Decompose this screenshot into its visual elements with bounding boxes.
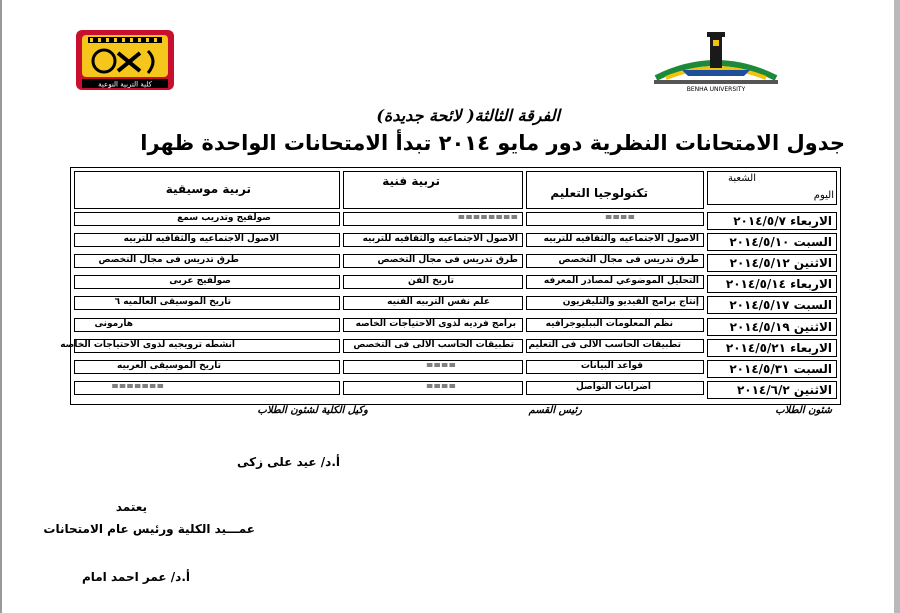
cell-text: تاريخ الموسيقى العالميه ٦	[114, 297, 231, 307]
dean-title: عمـــيد الكلية ورئيس عام الامتحانات	[43, 522, 255, 536]
table-cell-music	[74, 296, 340, 310]
header-cell-music	[74, 171, 340, 209]
table-cell-art	[343, 254, 523, 268]
day-label: السبت ٢٠١٤/٥/٣١	[729, 362, 832, 376]
cell-text: ========	[457, 213, 518, 223]
table-row-day	[707, 212, 837, 230]
day-label: السبت ٢٠١٤/٥/١٠	[729, 235, 832, 249]
header-cell-art	[343, 171, 523, 209]
cell-text: تطبيقات الحاسب الالى فى التخصص	[353, 340, 514, 350]
table-cell-art	[343, 318, 523, 332]
cell-text: التحليل الموضوعي لمصادر المعرفه	[543, 276, 699, 286]
cell-text: الاصول الاجتماعيه والثقافيه للتربيه	[362, 234, 518, 244]
table-row-day	[707, 296, 837, 314]
cell-text: نظم المعلومات الببليوجرافيه	[545, 319, 673, 329]
cell-text: تاريخ الموسيقى العربيه	[117, 361, 221, 371]
table-cell-tech	[526, 360, 704, 374]
cell-text: اضرابات التواصل	[576, 382, 651, 392]
day-label: الاثنين ٢٠١٤/٥/١٩	[729, 320, 832, 334]
day-label: الاربعاء ٢٠١٤/٥/١٤	[725, 277, 832, 291]
table-row-day	[707, 339, 837, 357]
cell-text: طرق تدريس فى مجال التخصص	[558, 255, 699, 265]
cell-text: الاصول الاجتماعيه والثقافيه للتربيه	[123, 234, 279, 244]
table-cell-music	[74, 233, 340, 247]
table-cell-music	[74, 360, 340, 374]
cell-text: انشطه ترويجيه لذوى الاحتياجات الخاصه	[60, 340, 235, 350]
table-cell-tech	[526, 212, 704, 226]
university-logo-text: BENHA UNIVERSITY	[686, 86, 746, 92]
table-cell-tech	[526, 254, 704, 268]
cell-text: تطبيقات الحاسب الالى فى التعليم	[528, 340, 681, 350]
signature-student-affairs: شئون الطلاب	[775, 405, 832, 416]
cell-text: الاصول الاجتماعيه والثقافيه للتربيه	[543, 234, 699, 244]
cell-text: ====	[425, 382, 456, 392]
cell-text: تاريخ الفن	[408, 276, 454, 286]
corner-bottom-label: اليوم	[813, 190, 834, 201]
page-left-border	[0, 0, 2, 613]
university-logo-icon	[652, 28, 780, 92]
cell-text: صولفيج وتدريب سمع	[177, 213, 271, 223]
table-cell-tech	[526, 318, 704, 332]
day-label: الاربعاء ٢٠١٤/٥/٧	[733, 214, 832, 228]
table-cell-art	[343, 212, 523, 226]
cell-text: ====	[425, 361, 456, 371]
table-cell-music	[74, 381, 340, 395]
exam-subtitle: الفرقة الثالثة( لائحة جديدة)	[376, 106, 560, 125]
table-cell-art	[343, 339, 523, 353]
table-cell-tech	[526, 233, 704, 247]
cell-text: برامج فرديه لذوى الاحتياجات الخاصه	[355, 319, 516, 329]
table-cell-tech	[526, 339, 704, 353]
table-row-day	[707, 275, 837, 293]
dean-name: أ.د/ عمر احمد امام	[81, 570, 190, 584]
page-title: جدول الامتحانات النظرية دور مايو ٢٠١٤ تبدأ الامتحانات الواحدة ظهرا	[140, 131, 845, 155]
table-cell-music	[74, 275, 340, 289]
table-row-day	[707, 254, 837, 272]
approval-label: يعتمد	[115, 500, 147, 514]
table-cell-music	[74, 212, 340, 226]
cell-text: صولفيج عربى	[169, 276, 231, 286]
cell-text: =======	[111, 382, 164, 392]
table-row-day	[707, 360, 837, 378]
cell-text: إنتاج برامج الفيديو والتليفزيون	[562, 297, 699, 307]
table-cell-art	[343, 233, 523, 247]
header-cell-tech	[526, 171, 704, 209]
table-cell-art	[343, 296, 523, 310]
day-label: الاربعاء ٢٠١٤/٥/٢١	[725, 341, 832, 355]
table-cell-tech	[526, 296, 704, 310]
header-cell-corner	[707, 171, 837, 205]
cell-text: طرق تدريس فى مجال التخصص	[98, 255, 239, 265]
day-label: الاثنين ٢٠١٤/٥/١٢	[729, 256, 832, 270]
table-cell-music	[74, 254, 340, 268]
table-cell-art	[343, 381, 523, 395]
table-row-day	[707, 318, 837, 336]
table-cell-music	[60, 339, 340, 353]
table-cell-music	[74, 318, 340, 332]
table-cell-tech	[526, 381, 704, 395]
vice-dean-name: أ.د/ عيد على زكى	[236, 455, 340, 469]
cell-text: هارمونى	[94, 319, 133, 329]
corner-top-label: الشعبة	[728, 173, 756, 184]
signature-vice-dean: وكيل الكلية لشئون الطلاب	[257, 405, 368, 416]
faculty-logo-icon	[70, 25, 180, 97]
table-row-day	[707, 233, 837, 251]
header-music-label: تربية موسيقية	[165, 182, 251, 196]
cell-text: علم نفس التربيه الفنيه	[387, 297, 490, 307]
header-art-label: تربية فنية	[382, 174, 440, 188]
cell-text: طرق تدريس فى مجال التخصص	[377, 255, 518, 265]
page-right-border	[894, 0, 900, 613]
signature-dept-head: رئيس القسم	[528, 405, 582, 416]
schedule-table	[60, 167, 841, 405]
header-tech-label: تكنولوجيا التعليم	[550, 186, 648, 200]
cell-text: ====	[604, 213, 635, 223]
table-cell-art	[343, 275, 523, 289]
day-label: الاثنين ٢٠١٤/٦/٢	[736, 383, 832, 397]
cell-text: قواعد البيانات	[580, 361, 643, 371]
table-cell-art	[343, 360, 523, 374]
table-row-day	[707, 381, 837, 399]
table-cell-tech	[526, 275, 704, 289]
faculty-logo-text: كلية التربية النوعية	[98, 80, 152, 89]
day-label: السبت ٢٠١٤/٥/١٧	[729, 298, 832, 312]
